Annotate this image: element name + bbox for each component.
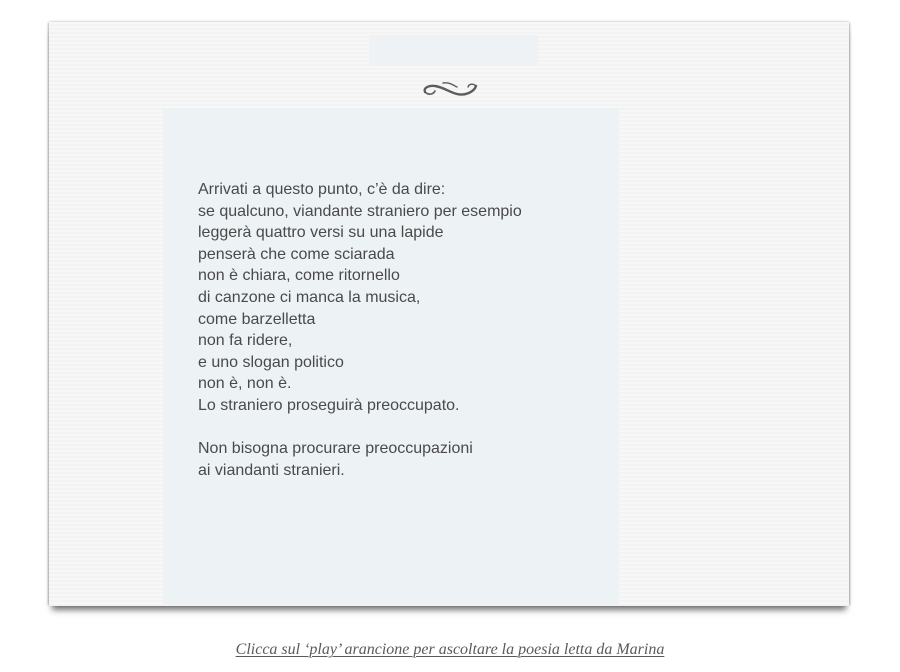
paper-card — [49, 22, 849, 606]
poem-line: ai viandanti stranieri. — [198, 461, 345, 479]
poem-line: se qualcuno, viandante straniero per esempio — [198, 202, 522, 220]
poem-line: e uno slogan politico — [198, 353, 344, 371]
poem-line: non fa ridere, — [198, 332, 293, 350]
stanza-1 — [198, 179, 608, 417]
poem-panel — [163, 108, 619, 604]
poem-text — [198, 179, 608, 503]
swash-flourish-icon — [419, 74, 481, 102]
poem-line: leggerà quattro versi su una lapide — [198, 224, 444, 242]
caption — [0, 641, 900, 659]
poem-line: Arrivati a questo punto, c’è da dire: — [198, 181, 446, 198]
caption-play-link[interactable]: Clicca sul ‘play’ arancione per ascoltare la poesia letta da Marina — [235, 641, 665, 658]
poem-line: non è chiara, come ritornello — [198, 267, 400, 285]
poem-line: Lo straniero proseguirà preoccupato. — [198, 396, 460, 414]
poem-line: come barzelletta — [198, 310, 316, 328]
header-audio-player-placeholder — [369, 35, 538, 66]
poem-line: di canzone ci manca la musica, — [198, 288, 421, 306]
poem-line: non è, non è. — [198, 375, 292, 393]
poem-line: penserà che come sciarada — [198, 245, 395, 263]
stanza-2 — [198, 438, 608, 481]
poem-line: Non bisogna procurare preoccupazioni — [198, 440, 473, 458]
